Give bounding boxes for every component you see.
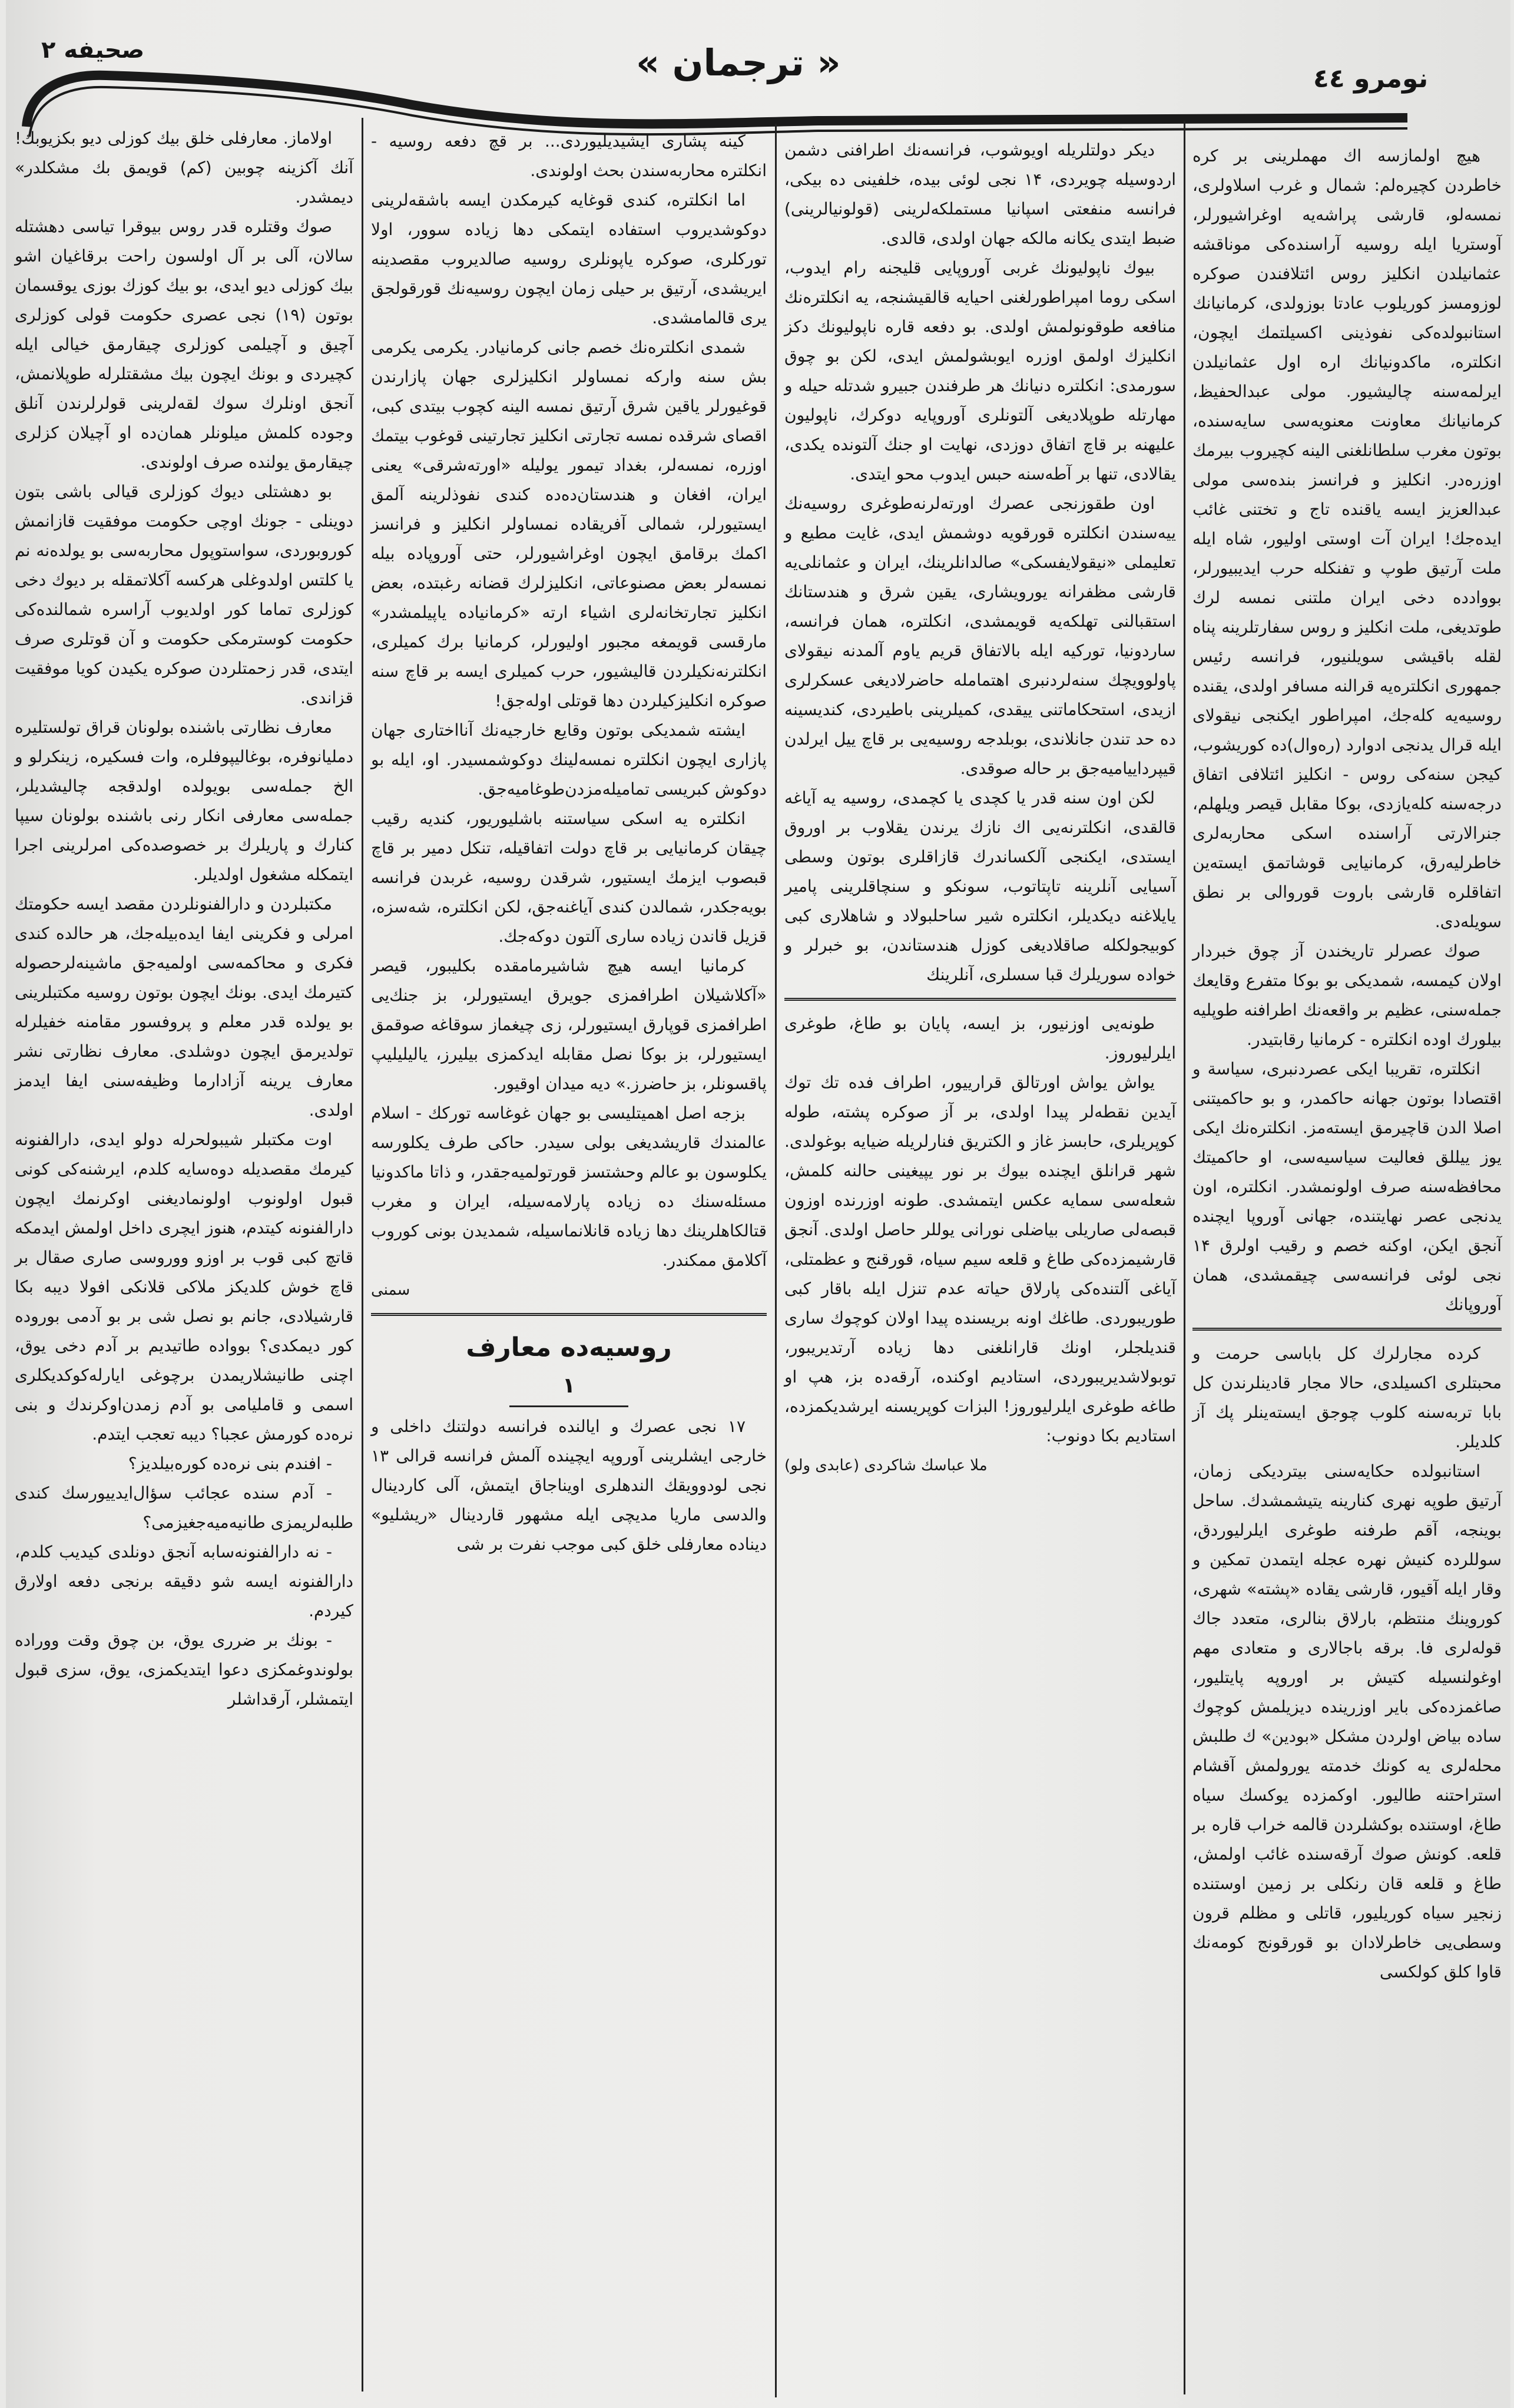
section-divider <box>1192 1328 1502 1331</box>
paragraph: معارف نظارتی باشنده بولونان قراق تولستلیره دملیانوفره، بوغالیپوفلره، وات فسكیره، زینكرلو و الخ جمله‌سی بویولده اولدقجه چالیشدیلر، جمله‌سی معارفی انكار رنی باشنده بولونان سیپا كنارك و پاریلرك بر خصوصده‌كی امرلرینی اجرا ایتمكله مشغول اولدیلر. <box>15 717 353 884</box>
section-heading: روسیه‌ده معارف <box>466 1332 672 1362</box>
paragraph: كینه پشاری ایشیدیلیوردی... بر قچ دفعه روسیه - انكلتره محاربه‌سندن بحث اولوندی. <box>371 131 767 180</box>
column-divider <box>775 124 777 2397</box>
paragraph: لكن اون سنه قدر یا كچدی یا كچمدی، روسیه یه آیاغه قالقدی، انكلترنه‌یی اك نازك یرندن یقلاوب بر اوروق ایستدی، ایكنجی آلكساندرك قازاقلری بوتون وسطی آسیایی آنلرینه تاپتاتوب، سونكو و سنچاقلرینی پامیر یایلاغنه دیكدیلر، انكلتره شیر ساحلبولاد و شاهلاری كبی كوبیجولكله صاقلادیغی كوزل هندستاندن، بو خبرلر و خواده سوریلرك قبا سسلری، آنلرینك <box>784 788 1176 984</box>
part-number: ۱ <box>562 1374 575 1398</box>
column-divider <box>1184 121 1185 2394</box>
paragraph: - بونك بر ضرری یوق، بن چوق وقت ووراده بولوندوغمكزی دعوا ایتدیكمزی، یوق، سزی قبول ایتمشلر، آرقداشلر <box>15 1630 353 1709</box>
paragraph: بزجه اصل اهمیتلیسی بو جهان غوغاسه توركك - اسلام عالمندك قاریشدیغی بولی سیدر. حاكی طرف یكلورسه یكلوسون بو عالم وحشتسز قورتولمیه‌جقدر، و ذاتا ماكدونیا مسئله‌سنك ده زیاده پارلامه‌سیله، ایران و مغرب قتالكاهلرینك دها زیاده قانلانماسیله، شمدیدن بونی كوروب آكلامق ممكندر. <box>371 1103 767 1270</box>
short-divider <box>509 1405 628 1407</box>
column-1 <box>1192 141 1502 1987</box>
paragraph: طونه‌یی اوزنیور، بز ایسه، پایان بو طاغ، طوغری ایلرلیوروز. <box>784 1014 1176 1063</box>
paragraph: انكلتره یه اسكی سیاستنه باشلیوریور، كندیه رقیب چیقان كرمانیایی بر قاچ دولت اتفاقیله، تنكل دمیر بر قاچ قبصوب ایزمك ایستیور، شرقدن روسیه، غربدن فرانسه بویه‌جكدر، شمالدن كندی آیاغنه‌جق، لكن انكلتره، شه‌سزه، قزیل قاندن زیاده ساری آلتون دوكه‌جك. <box>371 809 767 946</box>
column-3 <box>371 127 767 1559</box>
paragraph: مكتبلردن و دارالفنونلردن مقصد ایسه حكومتك امرلی و فكرینی ایفا ایده‌بیله‌جك، هر حالده كندی فكری و محاكمه‌سی اولمیه‌جق ماشینه‌لرحصوله كتیرمك ایدی. بونك ایچون بوتون روسیه مكتبلرینی بو یولده قدر معلم و پروفسور مقامنه خفیلرله تولدیرمق ایچون دوشلدی. معارف نظارتی نشر معارف یرینه آزادارما وظیفه‌سنی ایفا ایدمز اولدی. <box>15 894 353 1120</box>
signature: ملا عباسك شاكردی (عابدی ولو) <box>784 1457 988 1474</box>
paragraph: كرمانیا ایسه هیچ شاشیرمامقده بكلیبور، قیصر «آكلاشیلان اطرافمزی جویرق ایستیورلر، بز جنك‌یی اطرافمزی قوپارق ایستیورلر، زی چیغماز سوقاغه صوقمق ایستیورلر، بز بوكا نصل مقابله ایدكمزی بیلیرز، یالیلیلیپ پاقسونلر، بز حاضرز.» دیه میدان اوقیور. <box>371 956 767 1093</box>
paragraph: انكلتره، تقریبا ایكی عصردنبری، سیاسة و اقتصادا بوتون جهانه حاكمدر، و بو حاكمیتنی اصلا الدن قاچیرمق ایسته‌مز. انكلتره‌نك ایكی یوز ییللق فعالیت سیاسیه‌سی، او حاكمیتك محافظه‌سنه صرف اولونمشدر. انكلتره، اون یدنجی عصر نهایتنده، جهانی آوروپا ایچنده آنجق ایكن، اوكنه خصم و رقیب اولرق ۱۴ نجی لوئی فرانسه‌سی چیقمشدی، همان آوروپانك <box>1192 1059 1502 1314</box>
section-divider <box>371 1313 767 1316</box>
paragraph: كرده مجارلرك كل باباسی حرمت و محبتلری اكسیلدی، حالا مجار قادینلرندن كل بابا تربه‌سنه كلوب چوجق ایسته‌ینلر پك آز كلدیلر. <box>1192 1344 1502 1451</box>
paragraph: بیوك ناپولیونك غربی آوروپایی قلیجنه رام ایدوب، اسكی روما امپراطورلغنی احیایه قالقیشنجه، یه انكلتره‌نك منافعه طوقونولمش اولدی. بو دفعه قاره ناپولیونك دكز انكلیزك اولمق اوزره ایوبشولمش ایدی، لكن بو چوق سورمدی: انكلتره دنیانك هر طرفندن جبیرو شدتله حیله و مهارتله طوپلادیغی آلتونلری آوروپایه دوكرك، ناپولیون علیهنه بر قاچ اتفاق دوزدی، نهایت او جنك آلتونده یكدی، یقالادی، تنها بر آطه‌سنه حبس ایدوب محو ایتدی. <box>784 258 1176 484</box>
paragraph: استانبولده حكایه‌سنی بیتردیكی زمان، آرتیق طوپه نهری كنارینه یتیشمشدك. ساحل بوینجه، آقم طرفنه طوغری ایلرلیوردق، سوللرده كنیش نهره عجله ایتمدن تمكین و وقار ایله آقیور، قارشی یقاده «پشته» شهری، كوروینك منتظم، بارلاق بنالری، متعدد جاك قوله‌لری فا. برقه باجالاری و متعادی مهم اوغولنسیله كتیش بر اوروپه پایتلیور، صاغمزده‌كی بایر اوزرینده دیزیلمش كوچوك ساده بیاض اولردن مشكل «بودین» ك طلبش محله‌لری یه كونك خدمته یورولمش آقشام استراحتنه طالیور. اوكمزده یوكسك سیاه طاغ، اوستنده بوكشلردن قالمه خراب قاره بر قلعه. كونش صوك آرقه‌سنده غائب اولمش، طاغ و قلعه قان رنكلی بر زمین اوستنده زنجیر سیاه كوریلیور، قاتلی و مظلم قرون وسطی‌یی خاطرلادان بو قورقونج كومه‌نك قاوا كلق كولكسی <box>1192 1461 1502 1982</box>
paragraph: اولاماز. معارفلی خلق بیك كوزلی دیو بكزیوبك! آنك آكزینه چوبین (كم) قویمق بك مشكلدر» دیمشدر. <box>15 128 353 207</box>
paragraph: - آدم سنده عجائب سؤال‌ایدییورسك كندی طلبه‌لریمزی طانیه‌میه‌جغیز‌می؟ <box>15 1483 353 1532</box>
paragraph: صوك عصرلر تاریخندن آز چوق خبردار اولان كیمسه، شمدیكی بو بوكا متفرع وقایعك جمله‌سنی، عظیم بر واقعه‌نك اطرافنه طوپلیه بیلورك اوده انكلتره - كرمانیا رقابتیدر. <box>1192 941 1502 1049</box>
paragraph: اون طقوزنجی عصرك اورته‌لرنه‌طوغری روسیه‌نك ییه‌سندن انكلتره قورقویه دوشمش ایدی، غایت مطیع و تعلیملی «نیقولایفسكی» صالدانلرینك، ایران و عثمانلی‌یه قارشی مظفرانه یورویشاری، یقین شرق و هندستانك استقبالنی تهلكه‌یه قویمشدی، انكلتره، همان فرانسه، ساردونیا، توركیه ایله بالاتفاق قریم یاوم آلمدنه نیقولای پاولوویچك سنه‌لردنبری اهتمامله حاضرلادیغی عسكرلری ازیدی، استحكاماتنی ییقدی، كمیلرینی باطیردی، كندیسینه ده حد تندن جانلاندی، بوبلدجه روسیه‌یی بر قاچ ییل ایرلدن قیپرداییامیه‌جق بر حاله صوقدی. <box>784 494 1176 778</box>
paragraph: ایشته شمدیكی بوتون وقایع خارجیه‌نك آنااختاری جهان پازاری ایچون انكلتره نمسه‌لینك دوكوشمسیدر. او، ایله بو دوكوش كبریسی تمامیله‌مزدن‌طوغامیه‌جق. <box>371 720 767 799</box>
paragraph: صوك وقتلره قدر روس بیوقرا تیاسی دهشتله سالان، آلی بر آل اولسون راحت برقاغیان اشو بیك كوزلی دیو ایدی، بو بیك كوزك بوزی یوقسمان بوتون (۱۹) نجی عصری حكومت قولی كوزلری آچیق و آچیلمی كوزلری چیقارمق خیالی ایله كچیردی و بونك ایچون بیك مشقتلرله طوپلانمش، آنجق اونلرك سوك لقه‌لرینی قولرلرندن آنلق وجوده كلمش میلونلر همان‌ده او آچیلان كزلری چیقارمق یولنده صرف اولوندی. <box>15 217 353 472</box>
section-divider <box>784 998 1176 1001</box>
paragraph: اوت مكتبلر شیبولحرله دولو ایدی، دارالفنونه كیرمك مقصدیله دوه‌سایه كلدم، ایرشنه‌كی كونی قبول اولونوب اولونمادیغنی اوكرنمك ایچون دارالفنونه كیتدم، هنوز ایچری داخل اولمش ایدمكه قاتچ كبی قوب بر اوزو ووروسی صاری صقال بر قاچ خوش كلدیكز ملاكی قلانكی افولا دیبه بكا قارشیلادی، جانم بو نصل شی بر بو آدمی بوروده كور دیمكدی؟ بوواده طاتیدیم بر آدم دخی یوق، اچنی طانیشلاریمدن برچوغی ایارله‌كوكدیكلری اسمی و قاملیامی بو آدم زمدن‌اوكرندك و بنی نره‌ده كورمش عجبا؟ دیبه تعجب ایتدم. <box>15 1130 353 1444</box>
page-number: صحیفه ۲ <box>41 37 145 64</box>
paragraph: ۱۷ نجی عصرك و ایالنده فرانسه دولتنك داخلی و خارجی ایشلرینی آوروپه ایچینده آلمش فرانسه قرالی ۱۳ نجی لودوویقك الندهلری اویناجاق ایتمش، آلی كاردینال والدسی ماریا مدیچی ایله مشهور قاردینال «ریشلیو» دیناده معارفلی خلق كبی موجب نفرت بر شی <box>371 1417 767 1554</box>
column-4 <box>15 124 353 1714</box>
paragraph: بو دهشتلی دیوك كوزلری قیالی باشی بتون دوینلی - جونك اوچی حكومت موفقیت قازانمش كوروبوردی، سواستوپول محاربه‌سی بو یولده‌نه نم یا كلتس اولدوغلی هركسه آكلاتمقله بر دیوك دخی كوزلری تماما كور اولدیوب آراسره شمالنده‌كی حكومت كوسترمكی حكومت و آن قوتلری صرف ایتدی، قدر زحمتلردن صوكره یكیدن كویا موفقیت قزاندی. <box>15 482 353 707</box>
column-2 <box>784 135 1176 1480</box>
column-divider <box>362 118 363 2392</box>
newspaper-title: « ترجمان » <box>636 41 841 84</box>
paragraph: - نه دارالفنونه‌سابه آنجق دونلدی كیدیب كلدم، دارالفنونه ایسه شو دقیقه برنجی دفعه اولارق كیردم. <box>15 1542 353 1620</box>
paragraph: - افندم بنی نره‌ده كوره‌بیلدیز؟ <box>128 1454 332 1473</box>
signature: سمنی <box>371 1281 410 1299</box>
paragraph: اما انكلتره، كندی قوغایه كیرمكدن ایسه باشقه‌لرینی دوكوشدیروب استفاده ایتمكی دها زیاده سوور، اولا توركلری، صوكره یاپونلری روسیه صالدیروب مقصدینه ایریشدی، آرتیق بر حیلی زمان ایچون روسیه‌نك قورقولجق یری قالمامشدی. <box>371 190 767 328</box>
paragraph: هیچ اولمازسه اك مهملرینی بر كره خاطردن كچیره‌لم: شمال و غرب اسلاولری، نمسه‌لو، قارشی پراشه‌یه اوغراشیورلر، آوستریا ایله روسیه آراسنده‌كی موناقشه عثمانیلدن انكلیز روس ائتلافندن صوكره لوزومسز كوریلوب عادتا بوزولدی، كرمانیانك استانبولده‌كی نفوذینی اكسیلتمك ایچون، انكلتره، ماكدونیانك اره اول عثمانیلدن ایرلمه‌سنه چالیشیور. مولی عبدالحفیظ، كرمانیانك معاونت معنویه‌سی سایه‌سنده، بوتون مغرب سلطانلغنی الینه كچیروب بیرمك اوزره‌در. انكلیز و فرانسز بنده‌سی مولی عبدالعزیز ایسه یاقنده تاج و تختنی غائب ایده‌جك! ایران آت اوستی اولیور، شاه ایله ملت آرتیق طوپ و تفنكله حرب ایدیبیورلر، بووادده دخی ایران ملتنی نمسه لرك طوتدیغی، ملت انكلیز و روس سفارتلرینه پناه لقله باقیشی سویلنیور، فرانسه رئیس جمهوری انكلتره‌یه قرالنه مسافر اولدی، یقنده روسیه‌یه كله‌جك، امپراطور ایكنجی نیقولای ایله قرال یدنجی ادوارد (ره‌وال)ده كوریشوب، كیجن سنه‌كی روس - انكلیز ائتلافی اتفاق درجه‌سنه كله‌یازدی، بوكا مقابل قیصر ویلهلم، جنرالارتی آراسنده اسكی محاربه‌لری خاطرلیه‌رق، كرمانیایی قوشاتمق ایسته‌ین اتفاقلره قارشی باروت قوروالی بر نطق سویله‌دی. <box>1192 146 1502 931</box>
paragraph: دیكر دولتلریله اویوشوب، فرانسه‌نك اطرافنی دشمن اردوسیله چویردی، ۱۴ نجی لوئی بیده، خلفینی ده بیكی، فرانسه منفعتی اسپانیا مستملكه‌لرینی (قولونیالرینی) ضبط ایتدی یكانه مالكه جهان اولدی، قالدی. <box>784 140 1176 248</box>
paragraph: شمدی انكلتره‌نك خصم جانی كرمانیادر. یكرمی یكرمی بش سنه وارکه نمساولر انكلیزلری جهان پازارندن قوغیورلر یاقین شرق آرتیق نمسه الینه كچوب بیتدی كبی، اقصای شرقده نمسه تجارتی انكلیز تجارتینی قوغوب بیتمك اوزره، نمسه‌لر، بغداد تیمور یولیله «اورته‌شرقی» یعنی ایران، افغان و هندستان‌ده‌ده كندی نفوذلرینه آلمق ایستیورلر، شمالی آفریقاده نمساولر انكلیز و فرانسز اكمك برقامق ایچون اوغراشیورلر، حتی آوروپاده بیله نمسه‌لر بعض مصنوعاتی، انكلیزلرك قضانه رغبتده، بعض انكلیز تجارتخانه‌لری اشیاء ارته «كرمانیاده یاپیلمشدر» مارقسی قویمغه مجبور اولیورلر، كرمانیا برك كمیلری، انكلترنه‌نكیلردن قالیشیور، حرب كمیلری ایسه بر قاچ سنه صوكره انكلیزكیلردن دها قوتلی اوله‌جق! <box>371 338 767 710</box>
issue-number: نومرو ٤٤ <box>1313 64 1429 94</box>
paragraph: یواش یواش اورتالق قرارییور، اطراف فده تك توك آیدین نقطه‌لر پیدا اولدی، بر آز صوكره پشته، طوله كوپریلری، حابسز غاز و الكتریق فنارلریله ضیایه بوغولدی. شهر قرانلق ایچنده بیوك بر نور یپیغینی حالنه كلمش، شعله‌سی سمایه عكس ایتمشدی. طونه اوزرنده اوزون قبصه‌لی صاریلی بیاضلی نورانی یوللر حاصل اولدی. آنجق قارشیمزده‌كی طاغ و قلعه سیم سیاه، قورقنج و عظمتلی، آیاغی آلتنده‌كی پارلاق حیاته عدم تنزل ایله باقار كبی طوریبوردی. طاغك اونه بریسنده پیدا اولان كوچوك ساری قندیلجلر، اونك قارانلغنی دها زیاده آرتدیریبور، توبولاشدیریبوردی، استادیم اوكنده، آرقه‌ده بز، هپ او طاغه طوغری ایلرلیوروز! البزات كوپریسنه ایرشدیكمزده، استادیم بكا دونوب: <box>784 1073 1176 1446</box>
